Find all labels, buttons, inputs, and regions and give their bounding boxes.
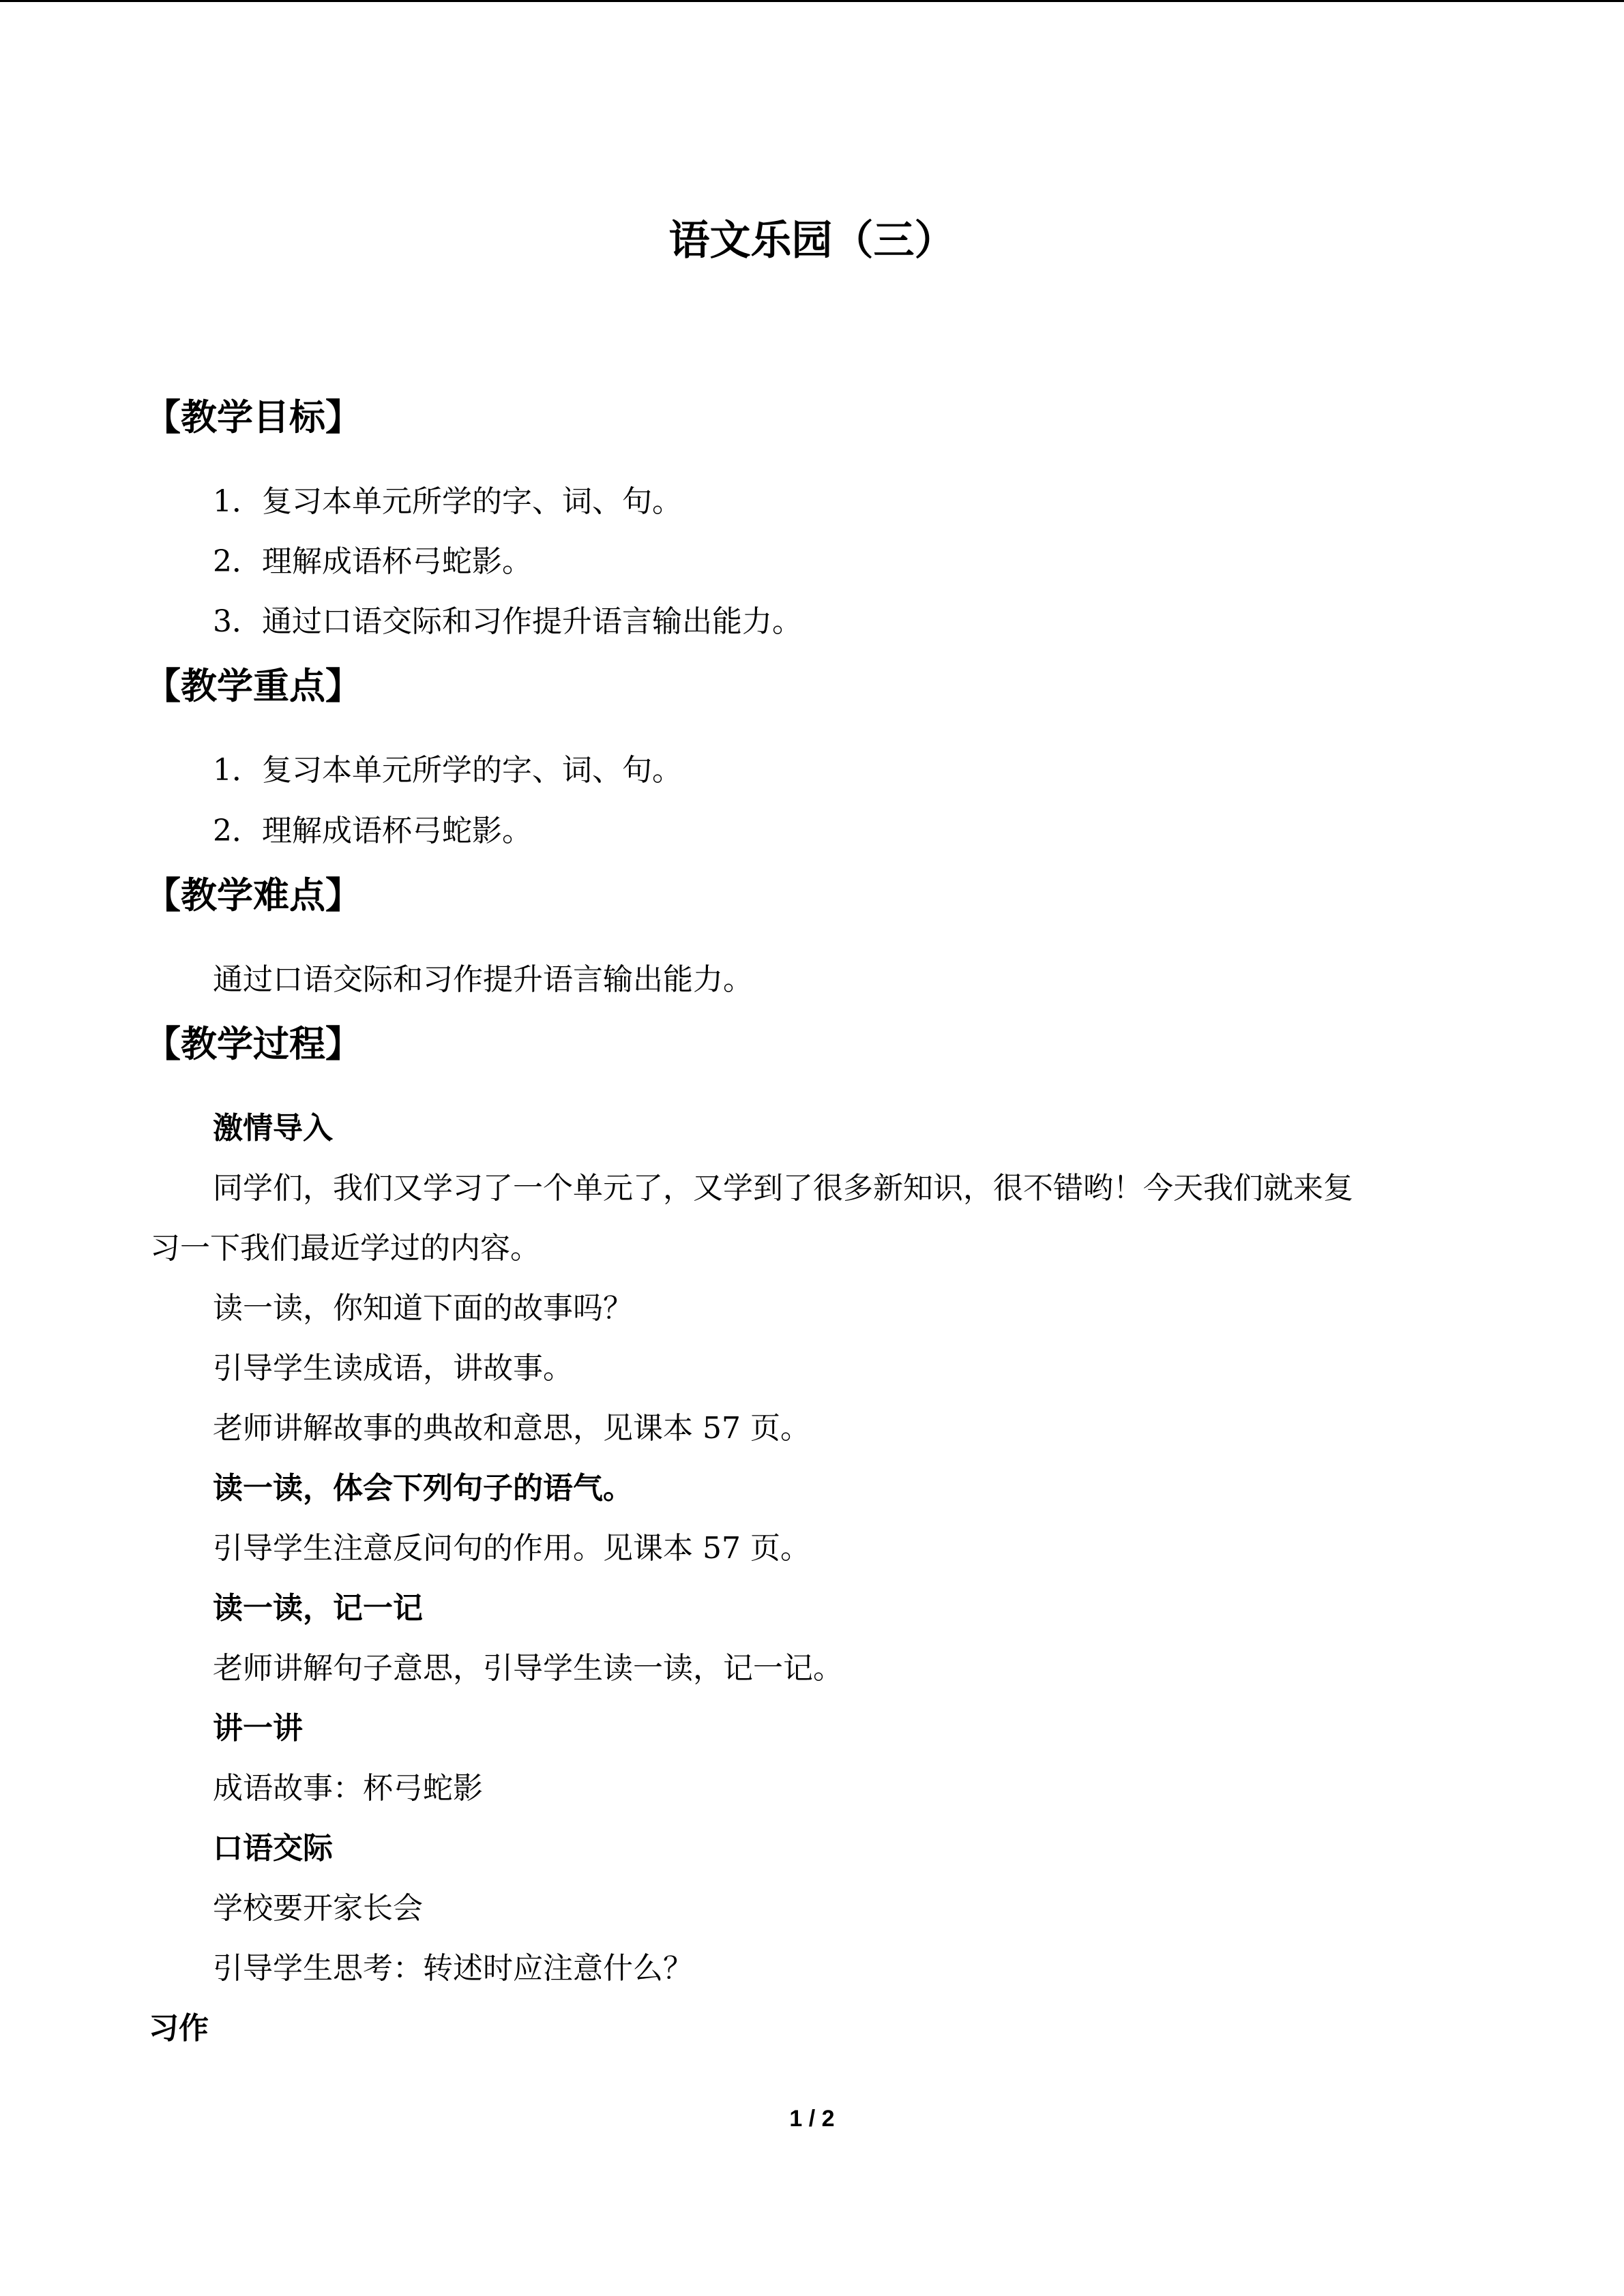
subheading-intro: 激情导入	[213, 1111, 333, 1146]
subheading-tone: 读一读，体会下列句子的语气。	[213, 1471, 633, 1506]
key-point-item: 1．复习本单元所学的字、词、句。	[213, 753, 682, 788]
paragraph: 成语故事：杯弓蛇影	[213, 1771, 483, 1806]
key-point-item: 2．理解成语杯弓蛇影。	[213, 814, 532, 848]
heading-key-points: 【教学重点】	[145, 666, 361, 707]
subheading-oral: 口语交际	[213, 1831, 333, 1866]
paragraph: 读一读，你知道下面的故事吗？	[213, 1291, 633, 1326]
heading-difficulties: 【教学难点】	[145, 875, 361, 916]
objective-item: 2．理解成语杯弓蛇影。	[213, 544, 532, 579]
heading-objectives: 【教学目标】	[145, 397, 361, 438]
page-title: 语文乐园（三）	[668, 217, 956, 265]
paragraph: 引导学生读成语，讲故事。	[213, 1351, 573, 1386]
top-border-line	[0, 0, 1624, 2]
paragraph: 引导学生思考：转述时应注意什么？	[213, 1951, 693, 1986]
page-number: 1 / 2	[789, 2106, 835, 2132]
subheading-writing: 习作	[149, 2011, 209, 2046]
paragraph: 引导学生注意反问句的作用。见课本 57 页。	[213, 1531, 810, 1566]
objective-item: 3．通过口语交际和习作提升语言输出能力。	[213, 604, 802, 639]
paragraph: 学校要开家长会	[213, 1891, 423, 1926]
difficulty-item: 通过口语交际和习作提升语言输出能力。	[213, 962, 753, 997]
paragraph-intro-line2: 习一下我们最近学过的内容。	[150, 1231, 540, 1266]
heading-process: 【教学过程】	[145, 1024, 361, 1065]
objective-item: 1．复习本单元所学的字、词、句。	[213, 484, 682, 519]
paragraph-intro-line1: 同学们，我们又学习了一个单元了，又学到了很多新知识，很不错哟！今天我们就来复	[213, 1171, 1353, 1206]
paragraph: 老师讲解故事的典故和意思，见课本 57 页。	[213, 1411, 810, 1446]
subheading-tell: 讲一讲	[213, 1711, 303, 1746]
paragraph: 老师讲解句子意思，引导学生读一读，记一记。	[213, 1651, 843, 1686]
subheading-read-remember: 读一读，记一记	[213, 1591, 423, 1626]
